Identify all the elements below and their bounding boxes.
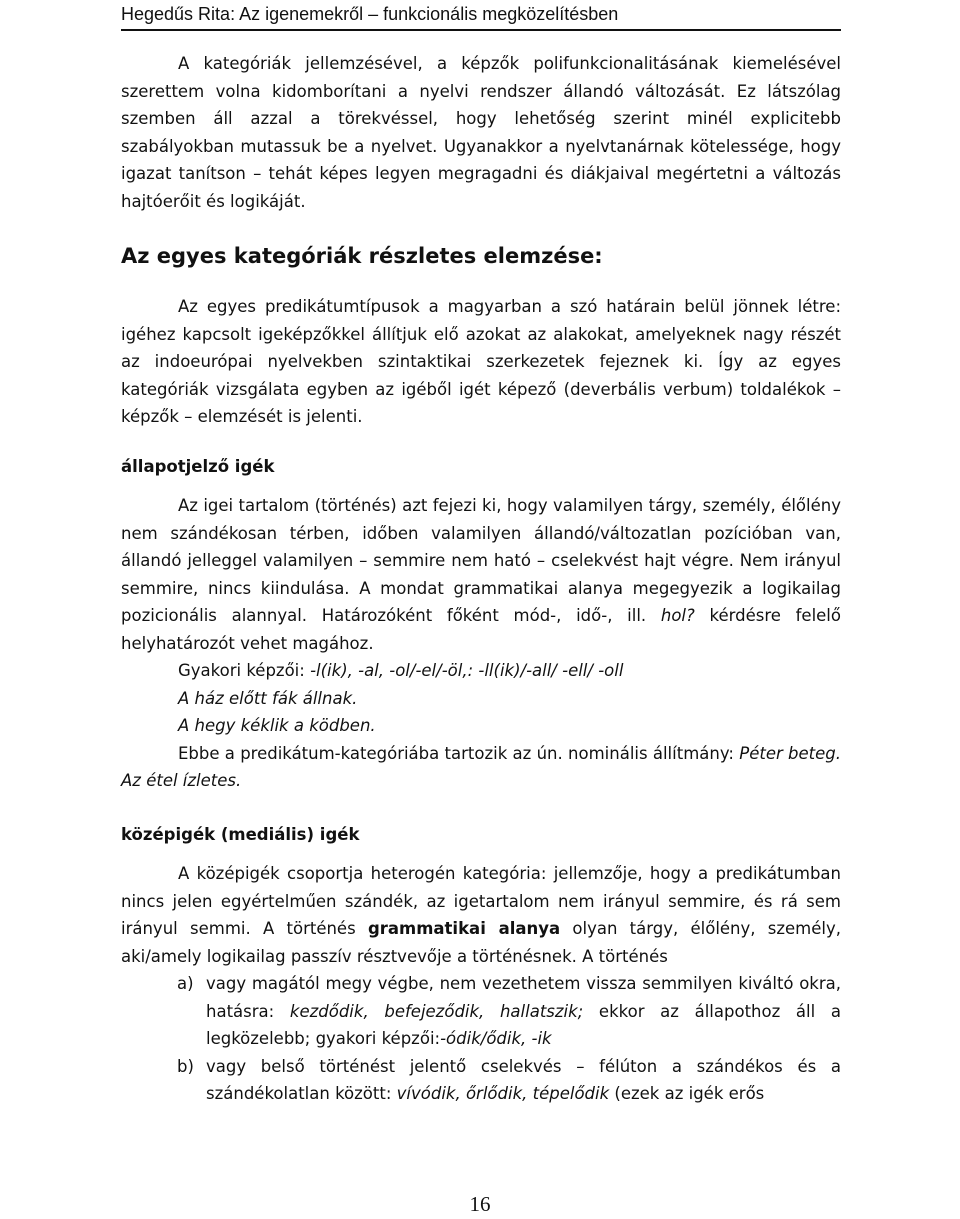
page-body: [121, 50, 841, 1108]
item-b-text-2: (ezek az igék erős: [609, 1084, 765, 1103]
item-b-text: vagy belső történést jelentő cselekvés – félúton a szándékos és a szándékolatlan között:: [206, 1056, 841, 1103]
kozepige-list: [121, 970, 841, 1108]
nominal-examples: Péter beteg. Az étel ízletes.: [121, 743, 841, 790]
allapotjelzo-paragraph: [121, 492, 841, 657]
kepzok-line: [121, 657, 841, 685]
allapotjelzo-text-2: kérdésre felelő helyhatározót vehet magához.: [121, 606, 841, 653]
kozepige-bold: grammatikai alanya: [367, 919, 561, 938]
section-paragraph: Az egyes predikátumtípusok a magyarban a szó határain belül jönnek létre: igéhez kapcsolt igeképzőkkel állítjuk elő azokat az alakokat, amelyeknek nagy részét az indoeurópai nyelvekben szintaktikai szerkezetek fejeznek ki. Így az egyes kategóriák vizsgálata egyben az igéből igét képező (deverbális verbum) toldalékok – képzők – elemzését is jelenti.: [121, 297, 841, 426]
page-number: 16: [469, 1192, 491, 1216]
item-a-italic-2: -ódik/ődik, -ik: [440, 1029, 552, 1048]
list-item-b: [121, 1053, 841, 1108]
item-a-text-2: ekkor az állapothoz áll a legközelebb; gyakori képzői:: [206, 1001, 841, 1048]
kozepige-heading: középigék (mediális) igék: [121, 824, 360, 844]
intro-paragraph: A kategóriák jellemzésével, a képzők polifunkcionalitásának kiemelésével szerettem volna kidomborítani a nyelvi rendszer állandó változását. Ez látszólag szemben áll azzal a törekvéssel, hogy lehetőség szerint minél explicitebb szabályokban mutassuk be a nyelvet. Ugyanakkor a nyelvtanárnak kötelessége, hogy igazat tanítson – tehát képes legyen megragadni és diákjaival megértetni a változás hajtóerőit és logikáját.: [121, 54, 841, 211]
item-a-italic: kezdődik, befejeződik, hallatszik;: [289, 1001, 584, 1021]
kepzok-value: -l(ik), -al, -ol/-el/-öl,: -ll(ik)/-all/ -ell/ -oll: [310, 661, 624, 680]
item-b-italic: vívódik, őrlődik, tépelődik: [396, 1084, 610, 1103]
allapotjelzo-heading: állapotjelző igék: [121, 456, 275, 476]
example-2: A hegy kéklik a ködben.: [178, 716, 376, 735]
kozepige-paragraph: [121, 860, 841, 970]
allapotjelzo-hol: hol?: [660, 606, 695, 625]
allapotjelzo-text-1: Az igei tartalom (történés) azt fejezi ki, hogy valamilyen tárgy, személy, élőlény nem szándékosan térben, időben valamilyen állandó/változatlan pozícióban van, állandó jelleggel valamilyen – semmire nem ható – cselekvést hajt végre. Nem irányul semmire, nincs kiindulása. A mondat grammatikai alanya megegyezik a logikailag pozicionális alannyal. Határozóként főként mód-, idő-, ill.: [121, 496, 841, 625]
kepzok-label: Gyakori képzői:: [178, 661, 311, 680]
kozepige-text-2: olyan tárgy, élőlény, személy, aki/amely logikailag passzív résztvevője a történésnek. A történés: [121, 919, 842, 966]
kozepige-text-1: A középigék csoportja heterogén kategória: jellemzője, hogy a predikátumban nincs jelen egyértelműen szándék, az igetartalom nem irányul semmire, és rá sem irányul semmi. A történés: [121, 864, 841, 938]
nominal-text: Ebbe a predikátum-kategóriába tartozik az ún. nominális állítmány:: [178, 743, 740, 763]
nominal-paragraph: [121, 740, 841, 795]
section-heading: Az egyes kategóriák részletes elemzése:: [121, 244, 603, 268]
running-header: Hegedűs Rita: Az igenemekről – funkcionális megközelítésben: [121, 4, 841, 31]
item-a-text: vagy magától megy végbe, nem vezethetem vissza semmilyen kiváltó okra, hatásra:: [206, 974, 841, 1021]
list-marker-b: b): [177, 1056, 194, 1076]
list-marker-a: a): [177, 974, 194, 993]
list-item-a: [121, 970, 841, 1053]
example-1: A ház előtt fák állnak.: [178, 688, 358, 708]
